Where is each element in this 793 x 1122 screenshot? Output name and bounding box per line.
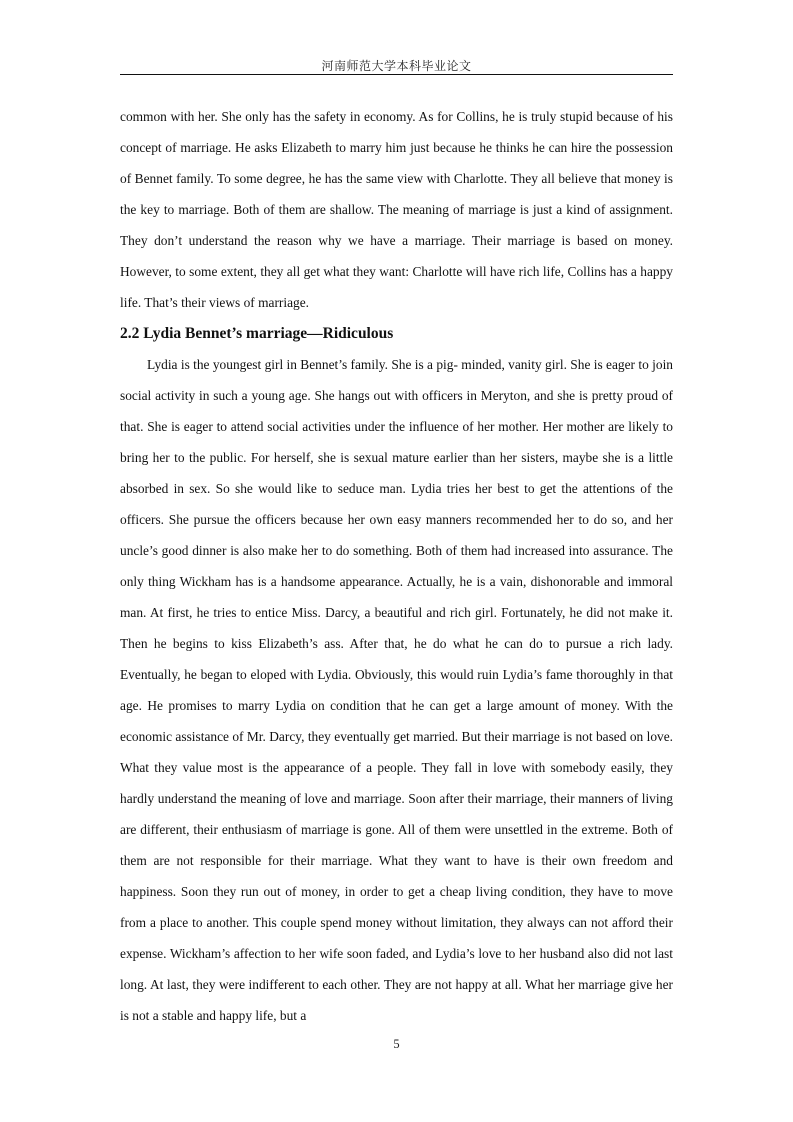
section-heading: 2.2 Lydia Bennet’s marriage—Ridiculous: [120, 325, 394, 342]
page-number: 5: [393, 1037, 400, 1051]
page-header: 河南师范大学本科毕业论文: [321, 59, 472, 73]
paragraph-lydia: Lydia is the youngest girl in Bennet’s family. She is a pig- minded, vanity girl. She is eager to join social activity in such a young age. She hangs out with officers in Meryton, and she is pretty proud of that. She is eager to attend social activities under the influence of her mother. Her mother are likely to bring her to the public. For herself, she is sexual mature earlier than her sisters, maybe she is a little absorbed in sex. So she would like to seduce man. Lydia tries her best to get the attentions of the officers. She pursue the officers because her own easy manners recommended her to do so, and her uncle’s good dinner is also make her to do something. Both of them had increased into assurance. The only thing Wickham has is a handsome appearance. Actually, he is a vain, dishonorable and immoral man. At first, he tries to entice Miss. Darcy, a beautiful and rich girl. Fortunately, he did not make it. Then he begins to kiss Elizabeth’s ass. After that, he do what he can do to pursue a rich lady. Eventually, he began to eloped with Lydia. Obviously, this would ruin Lydia’s fame thoroughly in that age. He promises to marry Lydia on condition that he can get a large amount of money. With the economic assistance of Mr. Darcy, they eventually get married. But their marriage is not based on love. What they value most is the appearance of a people. They fall in love with somebody easily, they hardly understand the meaning of love and marriage. Soon after their marriage, their manners of living are different, their enthusiasm of marriage is gone. All of them were unsettled in the extreme. Both of them are not responsible for their marriage. What they want to have is their own freedom and happiness. Soon they run out of money, in order to get a cheap living condition, they have to move from a place to another. This couple spend money without limitation, they always can not afford their expense. Wickham’s affection to her wife soon faded, and Lydia’s love to her husband also did not last long. At last, they were indifferent to each other. They are not happy at all. What her marriage give her is not a stable and happy life, but a: [120, 357, 673, 1023]
page-body: [120, 101, 673, 1031]
header-divider: [120, 74, 673, 75]
paragraph-collins-charlotte: common with her. She only has the safety in economy. As for Collins, he is truly stupid because of his concept of marriage. He asks Elizabeth to marry him just because he thinks he can hire the possession of Bennet family. To some degree, he has the same view with Charlotte. They all believe that money is the key to marriage. Both of them are shallow. The meaning of marriage is just a kind of assignment. They don’t understand the reason why we have a marriage. Their marriage is based on money. However, to some extent, they all get what they want: Charlotte will have rich life, Collins has a happy life. That’s their views of marriage.: [120, 109, 673, 310]
